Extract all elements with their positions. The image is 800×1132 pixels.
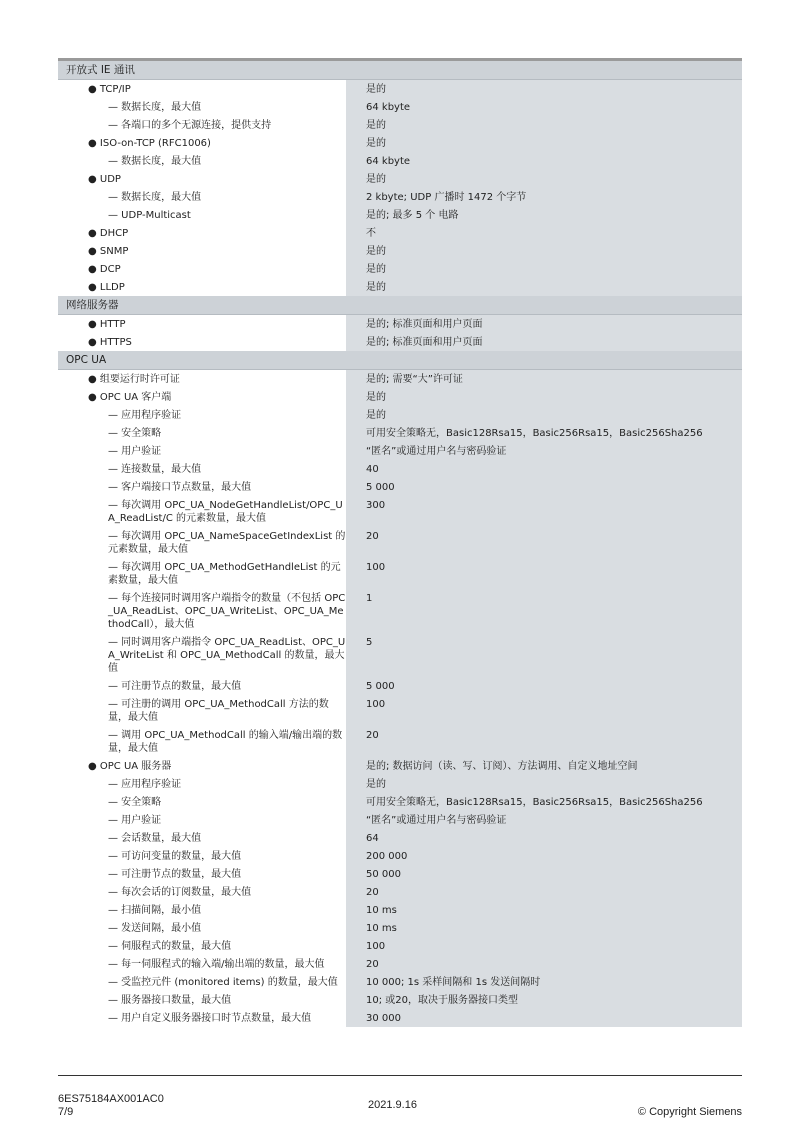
spec-value: 20: [346, 527, 742, 558]
spec-label: [58, 188, 346, 206]
spec-value: 20: [346, 883, 742, 901]
spec-label: [58, 116, 346, 134]
spec-label-text: — 应用程序验证: [108, 410, 182, 421]
spec-value: 可用安全策略无，Basic128Rsa15，Basic256Rsa15，Basic256Sha256: [346, 793, 742, 811]
spec-label-text: — 各端口的多个无源连接，提供支持: [108, 120, 272, 131]
spec-label: [58, 242, 346, 260]
spec-row: [58, 726, 742, 757]
spec-label-text: — 会话数量，最大值: [108, 833, 202, 844]
spec-value: 是的: [346, 260, 742, 278]
spec-label-text: ● OPC UA 客户端: [88, 392, 172, 403]
spec-label: [58, 937, 346, 955]
spec-row: [58, 865, 742, 883]
spec-label-text: — 每一伺服程式的输入端/输出端的数量，最大值: [108, 959, 325, 970]
spec-label-text: — 可访问变量的数量，最大值: [108, 851, 242, 862]
spec-row: [58, 116, 742, 134]
spec-label: [58, 134, 346, 152]
spec-label-text: ● OPC UA 服务器: [88, 761, 172, 772]
spec-label-text: — 每次会话的订阅数量，最大值: [108, 887, 252, 898]
spec-row: [58, 919, 742, 937]
spec-row: [58, 901, 742, 919]
spec-label-text: ● ISO-on-TCP (RFC1006): [88, 138, 211, 149]
spec-value: 100: [346, 937, 742, 955]
spec-label: [58, 388, 346, 406]
spec-label: [58, 847, 346, 865]
spec-label: [58, 206, 346, 224]
spec-label-text: — 发送间隔，最小值: [108, 923, 202, 934]
spec-value: 是的; 标准页面和用户页面: [346, 333, 742, 351]
spec-label: [58, 1009, 346, 1027]
spec-label-text: — 客户端接口节点数量，最大值: [108, 482, 252, 493]
spec-value: 20: [346, 955, 742, 973]
page-number: 7/9: [58, 1106, 74, 1118]
spec-label: [58, 333, 346, 351]
spec-value: 100: [346, 558, 742, 589]
spec-label-text: — 每个连接同时调用客户端指令的数量（不包括 OPC_UA_ReadList、OPC_UA_WriteList、OPC_UA_MethodCall），最大值: [108, 593, 346, 630]
spec-row: [58, 224, 742, 242]
spec-label-text: ● DHCP: [88, 228, 129, 239]
spec-value: 10 ms: [346, 919, 742, 937]
spec-label-text: ● HTTPS: [88, 337, 132, 348]
spec-value: 不: [346, 224, 742, 242]
spec-label: [58, 775, 346, 793]
sections: [58, 61, 742, 1027]
spec-row: [58, 152, 742, 170]
spec-label-text: — 扫描间隔，最小值: [108, 905, 202, 916]
spec-row: [58, 424, 742, 442]
spec-label: [58, 224, 346, 242]
spec-row: [58, 883, 742, 901]
spec-label-text: — 每次调用 OPC_UA_MethodGetHandleList 的元素数量，最大值: [108, 562, 341, 586]
spec-row: [58, 442, 742, 460]
spec-value: 是的: [346, 278, 742, 296]
spec-label-text: ● TCP/IP: [88, 84, 131, 95]
spec-label: [58, 496, 346, 527]
spec-label: [58, 793, 346, 811]
spec-label-text: — 用户验证: [108, 446, 162, 457]
spec-label: [58, 695, 346, 726]
spec-row: [58, 98, 742, 116]
spec-label: [58, 478, 346, 496]
spec-label: [58, 829, 346, 847]
spec-label-text: — 调用 OPC_UA_MethodCall 的输入端/输出端的数量，最大值: [108, 730, 343, 754]
spec-label-text: — 数据长度，最大值: [108, 156, 202, 167]
spec-row: [58, 558, 742, 589]
section-header: OPC UA: [58, 351, 742, 370]
spec-value: 5: [346, 633, 742, 677]
spec-label-text: ● UDP: [88, 174, 121, 185]
spec-label: [58, 315, 346, 333]
spec-label-text: — 服务器接口数量，最大值: [108, 995, 232, 1006]
spec-label-text: — 可注册的调用 OPC_UA_MethodCall 方法的数量，最大值: [108, 699, 329, 723]
spec-value: 20: [346, 726, 742, 757]
spec-value: 30 000: [346, 1009, 742, 1027]
spec-value: 是的: [346, 388, 742, 406]
spec-row: [58, 460, 742, 478]
spec-label: [58, 527, 346, 558]
spec-row: [58, 242, 742, 260]
spec-label: [58, 80, 346, 98]
spec-label-text: — UDP-Multicast: [108, 210, 191, 221]
spec-row: [58, 333, 742, 351]
spec-value: 40: [346, 460, 742, 478]
spec-row: [58, 677, 742, 695]
spec-label: [58, 633, 346, 677]
spec-row: [58, 811, 742, 829]
spec-label-text: — 每次调用 OPC_UA_NameSpaceGetIndexList 的元素数量，最大值: [108, 531, 346, 555]
spec-row: [58, 589, 742, 633]
spec-label-text: ● LLDP: [88, 282, 125, 293]
spec-value: 64 kbyte: [346, 98, 742, 116]
spec-value: 可用安全策略无，Basic128Rsa15，Basic256Rsa15，Basic256Sha256: [346, 424, 742, 442]
spec-row: [58, 955, 742, 973]
spec-label: [58, 883, 346, 901]
spec-row: [58, 695, 742, 726]
spec-row: [58, 406, 742, 424]
spec-value: 64: [346, 829, 742, 847]
spec-label-text: ● SNMP: [88, 246, 129, 257]
spec-row: [58, 973, 742, 991]
section-header: 网络服务器: [58, 296, 742, 315]
spec-label-text: — 可注册节点的数量，最大值: [108, 869, 242, 880]
spec-row: [58, 170, 742, 188]
spec-value: 是的; 数据访问（读、写、订阅）、方法调用、自定义地址空间: [346, 757, 742, 775]
spec-table: [58, 58, 742, 1027]
date: 2021.9.16: [368, 1099, 417, 1111]
spec-value: “匿名”或通过用户名与密码验证: [346, 811, 742, 829]
spec-row: [58, 478, 742, 496]
spec-value: 是的: [346, 775, 742, 793]
spec-label: [58, 757, 346, 775]
spec-label: [58, 442, 346, 460]
spec-label: [58, 589, 346, 633]
spec-label-text: — 安全策略: [108, 797, 162, 808]
spec-label-text: — 可注册节点的数量，最大值: [108, 681, 242, 692]
spec-label-text: ● DCP: [88, 264, 121, 275]
spec-label-text: — 每次调用 OPC_UA_NodeGetHandleList/OPC_UA_ReadList/C 的元素数量，最大值: [108, 500, 343, 524]
footer-rule: [58, 1075, 742, 1076]
spec-label: [58, 901, 346, 919]
spec-label: [58, 973, 346, 991]
spec-value: 300: [346, 496, 742, 527]
spec-value: 1: [346, 589, 742, 633]
spec-row: [58, 80, 742, 98]
spec-value: 是的: [346, 242, 742, 260]
spec-value: 10 000; 1s 采样间隔和 1s 发送间隔时: [346, 973, 742, 991]
spec-value: 100: [346, 695, 742, 726]
spec-label: [58, 98, 346, 116]
spec-row: [58, 370, 742, 388]
spec-row: [58, 1009, 742, 1027]
spec-value: 是的; 最多 5 个 电路: [346, 206, 742, 224]
spec-label-text: — 安全策略: [108, 428, 162, 439]
spec-value: 2 kbyte; UDP 广播时 1472 个字节: [346, 188, 742, 206]
spec-label: [58, 152, 346, 170]
spec-value: 10 ms: [346, 901, 742, 919]
spec-label-text: — 伺服程式的数量，最大值: [108, 941, 232, 952]
spec-row: [58, 388, 742, 406]
spec-label: [58, 260, 346, 278]
spec-label-text: — 应用程序验证: [108, 779, 182, 790]
spec-value: 是的: [346, 170, 742, 188]
spec-row: [58, 134, 742, 152]
spec-value: 是的; 标准页面和用户页面: [346, 315, 742, 333]
section-header: 开放式 IE 通讯: [58, 61, 742, 80]
spec-label-text: — 连接数量，最大值: [108, 464, 202, 475]
spec-label-text: ● 组要运行时许可证: [88, 374, 180, 385]
spec-row: [58, 775, 742, 793]
spec-label: [58, 558, 346, 589]
spec-label: [58, 811, 346, 829]
spec-row: [58, 847, 742, 865]
spec-row: [58, 260, 742, 278]
copyright: © Copyright Siemens: [637, 1106, 742, 1118]
spec-value: 200 000: [346, 847, 742, 865]
spec-label-text: — 用户自定义服务器接口时节点数量，最大值: [108, 1013, 312, 1024]
spec-row: [58, 527, 742, 558]
spec-label: [58, 406, 346, 424]
spec-label: [58, 278, 346, 296]
spec-label: [58, 955, 346, 973]
spec-label-text: — 同时调用客户端指令 OPC_UA_ReadList、OPC_UA_WriteList 和 OPC_UA_MethodCall 的数量，最大值: [108, 637, 346, 674]
spec-value: 5 000: [346, 677, 742, 695]
spec-row: [58, 937, 742, 955]
spec-label: [58, 919, 346, 937]
spec-value: 10; 或20，取决于服务器接口类型: [346, 991, 742, 1009]
spec-row: [58, 793, 742, 811]
spec-row: [58, 633, 742, 677]
spec-label: [58, 865, 346, 883]
spec-value: 64 kbyte: [346, 152, 742, 170]
spec-label: [58, 460, 346, 478]
spec-label-text: — 数据长度，最大值: [108, 102, 202, 113]
spec-label: [58, 424, 346, 442]
spec-label: [58, 677, 346, 695]
spec-value: 是的: [346, 80, 742, 98]
spec-value: 是的: [346, 406, 742, 424]
spec-label-text: — 用户验证: [108, 815, 162, 826]
spec-label-text: — 受监控元件 (monitored items) 的数量，最大值: [108, 977, 338, 988]
spec-row: [58, 206, 742, 224]
spec-label-text: — 数据长度，最大值: [108, 192, 202, 203]
spec-row: [58, 991, 742, 1009]
spec-row: [58, 278, 742, 296]
spec-value: 5 000: [346, 478, 742, 496]
spec-row: [58, 315, 742, 333]
spec-label-text: ● HTTP: [88, 319, 126, 330]
doc-number: 6ES75184AX001AC0: [58, 1093, 164, 1105]
spec-row: [58, 757, 742, 775]
spec-value: 是的: [346, 134, 742, 152]
spec-label: [58, 991, 346, 1009]
spec-value: 是的; 需要“大”许可证: [346, 370, 742, 388]
spec-value: 是的: [346, 116, 742, 134]
spec-label: [58, 370, 346, 388]
spec-label: [58, 726, 346, 757]
spec-row: [58, 188, 742, 206]
spec-label: [58, 170, 346, 188]
spec-value: “匿名”或通过用户名与密码验证: [346, 442, 742, 460]
spec-value: 50 000: [346, 865, 742, 883]
spec-row: [58, 496, 742, 527]
spec-row: [58, 829, 742, 847]
